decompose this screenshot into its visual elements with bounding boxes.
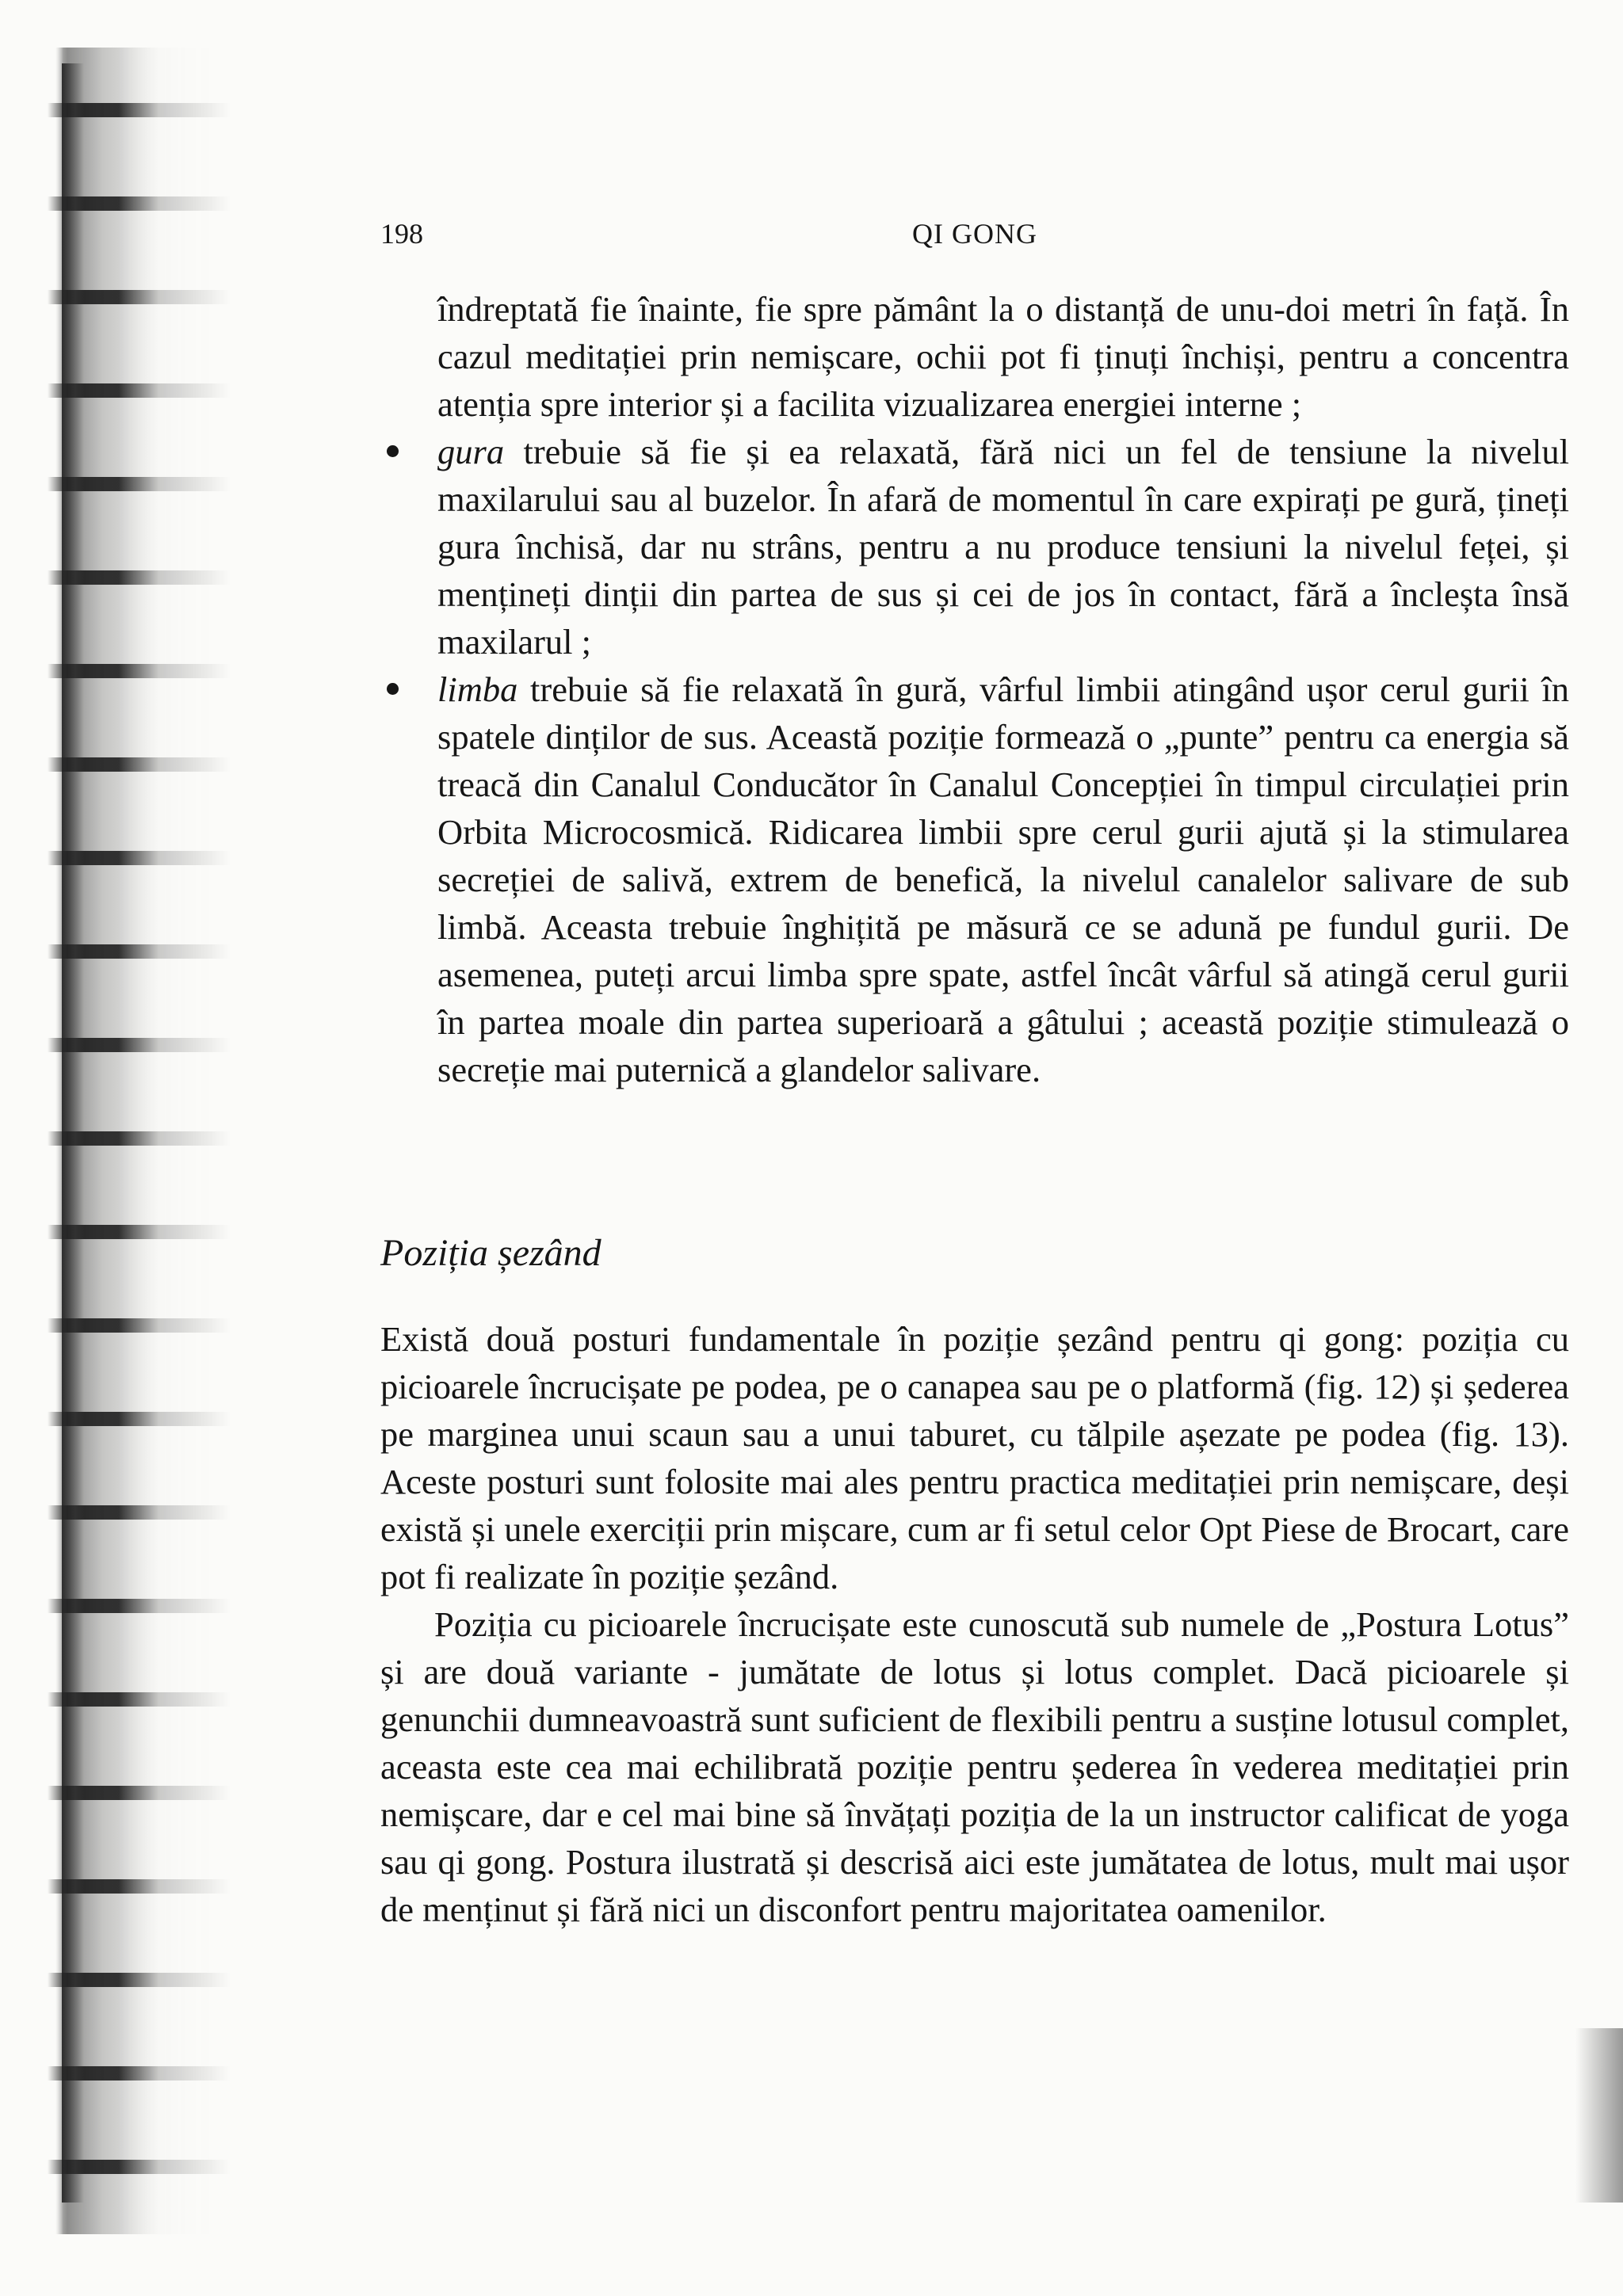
scan-binding-edge bbox=[62, 63, 84, 2203]
running-head bbox=[380, 214, 1569, 254]
page-number: 198 bbox=[380, 218, 423, 250]
scan-page-edge-shadow bbox=[1575, 2028, 1623, 2203]
section-heading: Poziția șezând bbox=[380, 1232, 601, 1274]
paragraph: Există două posturi fundamentale în poziție șezând pentru qi gong: poziția cu picioarele încrucișate pe podea, pe o canapea sau pe o platformă (fig. 12) și șederea pe marginea unui scaun sau a unui taburet, cu tălpile așezate pe podea (fig. 13). Aceste posturi sunt folosite mai ales pentru practica meditației prin nemișcare, deși există și unele exerciții prin mișcare, cum ar fi setul celor Opt Piese de Brocart, care pot fi realizate în poziție șezând. bbox=[380, 1319, 1569, 1596]
section-body bbox=[380, 1315, 1569, 1933]
running-title: QI GONG bbox=[912, 218, 1037, 250]
bullet-text: trebuie să fie relaxată în gură, vârful limbii atingând ușor cerul gurii în spatele dinților de sus. Această poziție formează o „punte” pentru ca energia să treacă din Canalul Conducător în Canalul Concepției în timpul circulației prin Orbita Microcosmică. Ridicarea limbii spre cerul gurii ajută și la stimularea secreției de salivă, extrem de benefică, la nivelul canalelor salivare de sub limbă. Aceasta trebuie înghițită pe măsură ce se adună pe fundul gurii. De asemenea, puteți arcui limba spre spate, astfel încât vârful să atingă cerul gurii în partea moale din partea superioară a gâtului ; această poziție stimulează o secreție mai puternică a glandelor salivare. bbox=[437, 669, 1569, 1089]
bullet-term: limba bbox=[437, 669, 518, 709]
bullet-item-limba bbox=[437, 666, 1569, 1093]
scan-binding-shadow bbox=[0, 48, 238, 2234]
bullet-text: trebuie să fie și ea relaxată, fără nici un fel de tensiune la nivelul maxilarului sau al buzelor. În afară de momentul în care expirați pe gură, țineți gura închisă, dar nu strâns, pentru a nu produce tensiuni la nivelul feței, și mențineți dinții din partea de sus și cei de jos în contact, fără a încleșta însă maxilarul ; bbox=[437, 432, 1569, 662]
paragraph: Poziția cu picioarele încrucișate este cunoscută sub numele de „Postura Lotus” și are două variante - jumătate de lotus și lotus complet. Dacă picioarele și genunchii dumneavoastră sunt suficient de flexibili pentru a susține lotusul complet, aceasta este cea mai echilibrată poziție pentru șederea în vederea meditației prin nemișcare, dar e cel mai bine să învățați poziția de la un instructor calificat de yoga sau qi gong. Postura ilustrată și descrisă aici este jumătatea de lotus, mult mai ușor de menținut și fără nici un disconfort pentru majoritatea oamenilor. bbox=[380, 1604, 1569, 1929]
bullet-item-gura bbox=[437, 428, 1569, 666]
bullet-icon bbox=[387, 683, 399, 695]
continued-paragraph: îndreptată fie înainte, fie spre pământ la o distanță de unu-doi metri în față. În cazul meditației prin nemișcare, ochii pot fi ținuți închiși, pentru a concentra atenția spre interior și a facilita vizualizarea energiei interne ; bbox=[437, 289, 1569, 424]
bullet-icon bbox=[387, 445, 399, 457]
bullet-term: gura bbox=[437, 432, 505, 471]
bullet-list-section bbox=[380, 285, 1569, 1093]
